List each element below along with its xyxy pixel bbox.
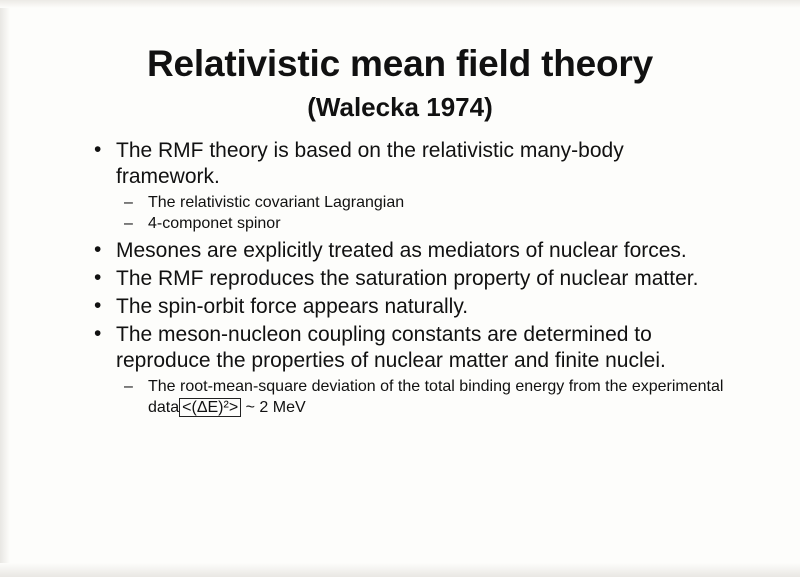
list-item-text: The RMF theory is based on the relativistic many-body framework. <box>116 139 624 188</box>
list-item-text: The root-mean-square deviation of the total binding energy from the experimental data <box>148 378 724 416</box>
list-item-text: The meson-nucleon coupling constants are determined to reproduce the properties of nuclear matter and finite nuclei. <box>116 323 666 372</box>
list-item <box>88 238 728 264</box>
list-item <box>88 376 728 418</box>
list-item <box>88 138 728 190</box>
bullet-mark: • <box>94 138 102 161</box>
bullet-mark: • <box>94 322 102 345</box>
scan-edge-bottom <box>0 563 800 577</box>
bullet-mark: • <box>94 294 102 317</box>
list-item-text: Mesones are explicitly treated as mediators of nuclear forces. <box>116 239 687 262</box>
list-item <box>88 266 728 292</box>
list-item <box>88 192 728 213</box>
boxed-formula: <(ΔE)²> <box>179 398 241 417</box>
slide-title: Relativistic mean field theory <box>146 43 653 84</box>
bullet-mark: • <box>94 266 102 289</box>
list-item-text: 4-componet spinor <box>148 215 281 232</box>
bullet-mark: • <box>94 238 102 261</box>
list-item <box>88 322 728 374</box>
bullet-mark: – <box>124 215 133 232</box>
list-item <box>88 294 728 320</box>
list-item-text: The relativistic covariant Lagrangian <box>148 194 405 211</box>
scan-edge-left <box>0 0 10 577</box>
slide-body <box>88 138 728 422</box>
bullet-mark: – <box>124 194 133 211</box>
formula-tail: ~ 2 MeV <box>245 399 306 416</box>
list-item <box>88 213 728 234</box>
sub-list <box>88 376 728 418</box>
scan-edge-top <box>0 0 800 8</box>
bullet-mark: – <box>124 378 133 395</box>
sub-list <box>88 192 728 234</box>
list-item-text: The RMF reproduces the saturation property of nuclear matter. <box>116 267 699 290</box>
list-item-text: The spin-orbit force appears naturally. <box>116 295 469 318</box>
slide-subtitle: (Walecka 1974) <box>307 92 493 122</box>
